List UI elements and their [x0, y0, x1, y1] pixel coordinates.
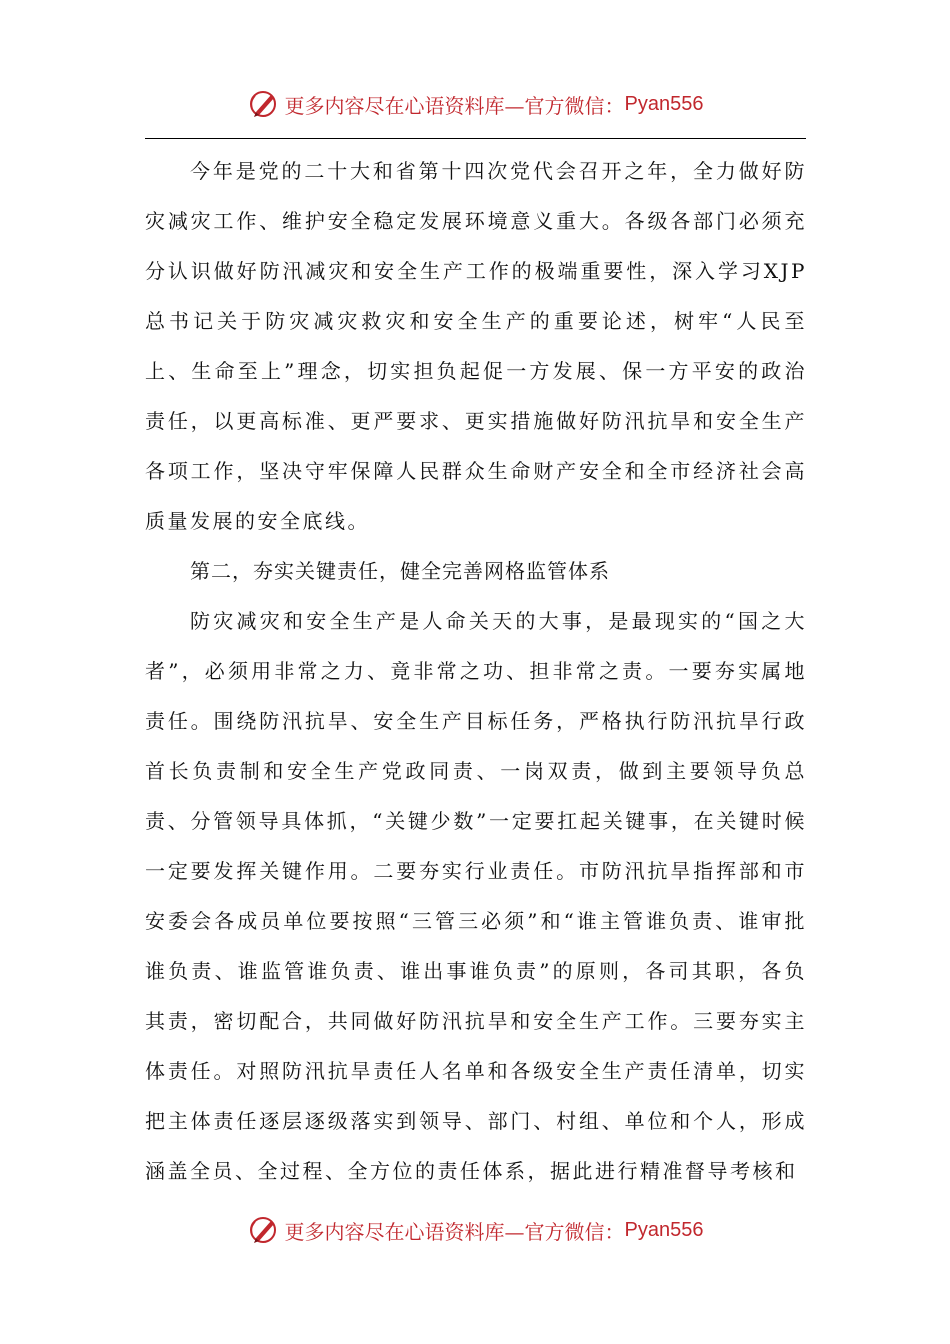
pen-logo-icon	[247, 87, 281, 121]
banner-wechat-id: Pyan556	[624, 1218, 704, 1241]
footer-banner	[0, 1208, 950, 1252]
body-paragraph: 防灾减灾和安全生产是人命关天的大事，是最现实的“国之大者”，必须用非常之力、竟非常之功、担非常之责。一要夯实属地责任。围绕防汛抗旱、安全生产目标任务，严格执行防汛抗旱行政首长负责制和安全生产党政同责、一岗双责，做到主要领导负总责、分管领导具体抓，“关键少数”一定要扛起关键事，在关键时候一定要发挥关键作用。二要夯实行业责任。市防汛抗旱指挥部和市安委会各成员单位要按照“三管三必须”和“谁主管谁负责、谁审批谁负责、谁监管谁负责、谁出事谁负责”的原则，各司其职，各负其责，密切配合，共同做好防汛抗旱和安全生产工作。三要夯实主体责任。对照防汛抗旱责任人名单和各级安全生产责任清单，切实把主体责任逐层逐级落实到领导、部门、村组、单位和个人，形成涵盖全员、全过程、全方位的责任体系，据此进行精准督导考核和	[145, 609, 807, 1183]
pen-logo-icon	[247, 1213, 281, 1247]
section-heading: 第二，夯实关键责任，健全完善网格监管体系	[190, 559, 610, 583]
header-banner	[0, 82, 950, 126]
banner-wechat-id: Pyan556	[624, 92, 704, 115]
header-divider	[145, 138, 806, 139]
document-body	[145, 146, 807, 1196]
intro-paragraph: 今年是党的二十大和省第十四次党代会召开之年，全力做好防灾减灾工作、维护安全稳定发展环境意义重大。各级各部门必须充分认识做好防汛减灾和安全生产工作的极端重要性，深入学习XJP总书记关于防灾减灾救灾和安全生产的重要论述，树牢“人民至上、生命至上”理念，切实担负起促一方发展、保一方平安的政治责任，以更高标准、更严要求、更实措施做好防汛抗旱和安全生产各项工作，坚决守牢保障人民群众生命财产安全和全市经济社会高质量发展的安全底线。	[145, 159, 807, 533]
banner-site-text: 更多内容尽在心语资料库—官方微信：	[284, 93, 625, 118]
banner-site-text: 更多内容尽在心语资料库—官方微信：	[284, 1219, 625, 1244]
